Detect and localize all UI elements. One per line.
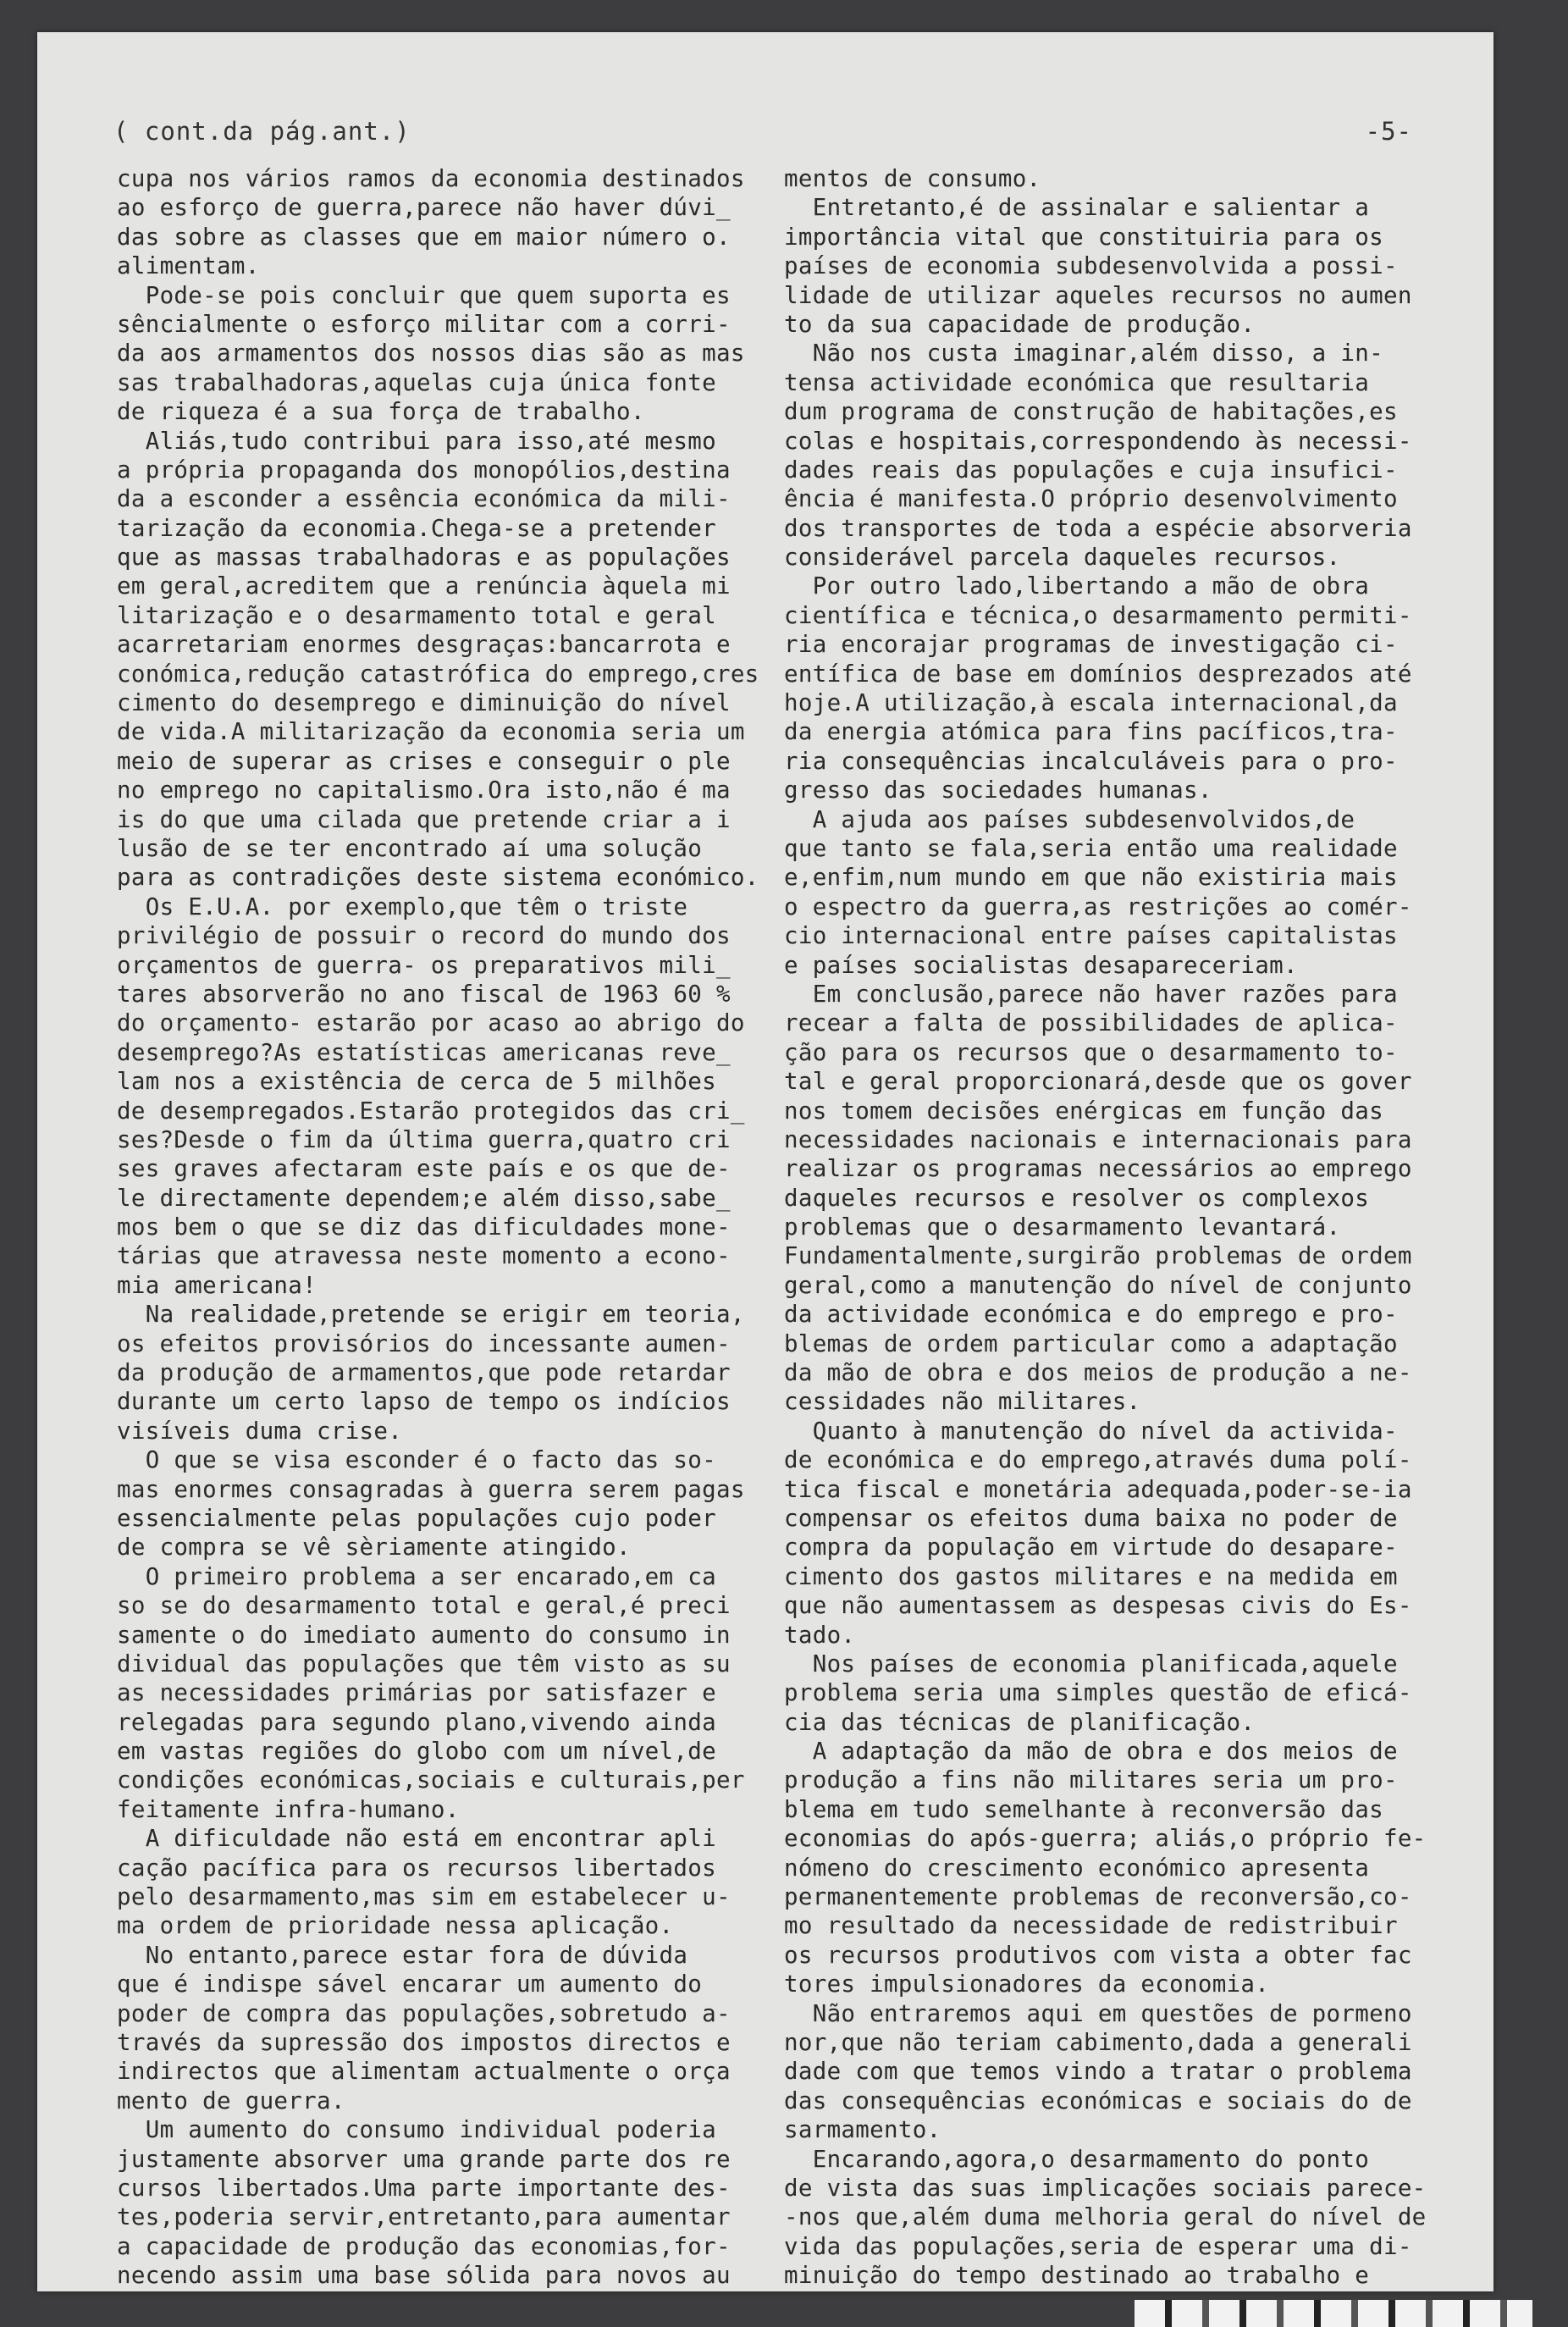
text-line: de compra se vê sèriamente atingido.: [117, 1534, 631, 1561]
text-line: considerável parcela daqueles recursos.: [784, 544, 1341, 572]
scan-calibration-strip: [1135, 2300, 1532, 2327]
text-line: Os E.U.A. por exemplo,que têm o triste: [117, 893, 688, 920]
text-line: A ajuda aos países subdesenvolvidos,de: [784, 805, 1355, 833]
text-line: problemas que o desarmamento levantará.: [784, 1213, 1341, 1241]
text-line: durante um certo lapso de tempo os indícios: [117, 1388, 731, 1416]
text-line: essencialmente pelas populações cujo poder: [117, 1504, 716, 1532]
text-line: poder de compra das populações,sobretudo a-: [117, 1999, 731, 2027]
text-line: ria consequências incalculáveis para o pro-: [784, 747, 1398, 775]
text-line: nos tomem decisões enérgicas em função das: [784, 1097, 1383, 1125]
text-line: gresso das sociedades humanas.: [784, 777, 1212, 804]
text-line: mos bem o que se diz das dificuldades mone-: [117, 1213, 731, 1241]
text-line: de riqueza é a sua força de trabalho.: [117, 398, 645, 426]
text-line: privilégio de possuir o record do mundo dos: [117, 922, 731, 950]
text-line: minuição do tempo destinado ao trabalho e: [784, 2262, 1370, 2290]
text-line: blemas de ordem particular como a adaptação: [784, 1329, 1398, 1357]
text-line: Não entraremos aqui em questões de pormeno: [784, 1999, 1412, 2027]
text-line: alimentam.: [117, 252, 260, 280]
text-line: visíveis duma crise.: [117, 1417, 403, 1445]
text-line: geral,como a manutenção do nível de conjunto: [784, 1271, 1412, 1299]
text-line: Um aumento do consumo individual poderia: [117, 2116, 716, 2144]
text-line: daqueles recursos e resolver os complexos: [784, 1184, 1370, 1212]
text-line: que as massas trabalhadoras e as populações: [117, 544, 731, 572]
text-line: A dificuldade não está em encontrar apli: [117, 1825, 716, 1853]
text-line: que tanto se fala,seria então uma realidade: [784, 834, 1398, 862]
text-line: e países socialistas desapareceriam.: [784, 951, 1298, 979]
text-line: vida das populações,seria de esperar uma di-: [784, 2232, 1412, 2260]
text-line: ma ordem de prioridade nessa aplicação.: [117, 1912, 674, 1940]
text-line: A adaptação da mão de obra e dos meios de: [784, 1738, 1398, 1766]
text-line: ção para os recursos que o desarmamento to-: [784, 1038, 1398, 1066]
text-line: Pode-se pois concluir que quem suporta es: [117, 281, 731, 309]
text-line: Não nos custa imaginar,além disso, a in-: [784, 340, 1383, 368]
text-line: tica fiscal e monetária adequada,poder-se-ia: [784, 1475, 1412, 1503]
text-line: do orçamento- estarão por acaso ao abrigo do: [117, 1009, 745, 1037]
text-line: O primeiro problema a ser encarado,em ca: [117, 1562, 716, 1590]
text-line: desemprego?As estatísticas americanas reve_: [117, 1038, 731, 1066]
text-line: cupa nos vários ramos da economia destinados: [117, 165, 745, 192]
text-line: Por outro lado,libertando a mão de obra: [784, 572, 1370, 600]
text-line: acarretariam enormes desgraças:bancarrota e: [117, 631, 731, 659]
text-line: da a esconder a essência económica da mili-: [117, 485, 731, 513]
text-line: nómeno do crescimento económico apresenta: [784, 1854, 1370, 1882]
text-line: condições económicas,sociais e culturais,per: [117, 1766, 745, 1794]
text-line: problema seria uma simples questão de eficá-: [784, 1679, 1412, 1707]
text-line: recear a falta de possibilidades de aplica-: [784, 1009, 1398, 1037]
text-line: ria encorajar programas de investigação ci-: [784, 631, 1398, 659]
text-line: sêncialmente o esforço militar com a corri-: [117, 310, 731, 338]
text-line: colas e hospitais,correspondendo às necessi-: [784, 427, 1412, 455]
text-line: través da supressão dos impostos directos e: [117, 2029, 731, 2056]
text-line: lam nos a existência de cerca de 5 milhões: [117, 1068, 716, 1096]
text-line: da energia atómica para fins pacíficos,tra-: [784, 718, 1398, 746]
text-line: No entanto,parece estar fora de dúvida: [117, 1941, 688, 1969]
text-column-right: [784, 164, 1471, 2291]
text-line: mento de guerra.: [117, 2087, 345, 2114]
text-line: le directamente dependem;e além disso,sabe_: [117, 1184, 731, 1212]
text-line: permanentemente problemas de reconversão,co-: [784, 1883, 1412, 1911]
text-line: de económica e do emprego,através duma polí-: [784, 1446, 1412, 1474]
text-column-left: [117, 164, 794, 2291]
text-line: realizar os programas necessários ao emprego: [784, 1155, 1412, 1183]
text-line: -nos que,além duma melhoria geral do nível de: [784, 2203, 1427, 2231]
text-line: no emprego no capitalismo.Ora isto,não é ma: [117, 777, 731, 804]
text-line: a capacidade de produção das economias,for-: [117, 2232, 731, 2260]
text-line: da actividade económica e do emprego e pro-: [784, 1301, 1398, 1329]
text-line: mo resultado da necessidade de redistribuir: [784, 1912, 1398, 1940]
text-line: as necessidades primárias por satisfazer e: [117, 1679, 716, 1707]
text-line: cimento dos gastos militares e na medida em: [784, 1562, 1398, 1590]
text-line: mentos de consumo.: [784, 165, 1041, 192]
text-line: a própria propaganda dos monopólios,destina: [117, 456, 731, 484]
text-line: e,enfim,num mundo em que não existiria mais: [784, 864, 1398, 892]
text-line: tares absorverão no ano fiscal de 1963 60 %: [117, 980, 731, 1008]
text-line: dum programa de construção de habitações,es: [784, 398, 1398, 426]
text-line: os recursos produtivos com vista a obter fac: [784, 1941, 1412, 1969]
text-line: ao esforço de guerra,parece não haver dúvi_: [117, 194, 731, 222]
text-line: feitamente infra-humano.: [117, 1795, 460, 1823]
text-line: samente o do imediato aumento do consumo in: [117, 1621, 731, 1649]
text-line: dade com que temos vindo a tratar o problema: [784, 2058, 1412, 2086]
text-line: necendo assim uma base sólida para novos au: [117, 2262, 731, 2290]
text-line: tores impulsionadores da economia.: [784, 1970, 1270, 1998]
text-line: mia americana!: [117, 1271, 317, 1299]
text-line: ses?Desde o fim da última guerra,quatro cri: [117, 1125, 731, 1153]
text-line: entífica de base em domínios desprezados até: [784, 660, 1412, 688]
text-line: de vida.A militarização da economia seria um: [117, 718, 745, 746]
text-line: cia das técnicas de planificação.: [784, 1708, 1256, 1736]
text-line: cio internacional entre países capitalistas: [784, 922, 1398, 950]
text-line: sas trabalhadoras,aquelas cuja única fonte: [117, 368, 716, 396]
text-line: pelo desarmamento,mas sim em estabelecer u-: [117, 1883, 731, 1911]
text-line: dades reais das populações e cuja insufici-: [784, 456, 1398, 484]
text-line: so se do desarmamento total e geral,é preci: [117, 1592, 731, 1620]
text-line: tensa actividade económica que resultaria: [784, 368, 1370, 396]
text-line: de desempregados.Estarão protegidos das cri_: [117, 1097, 745, 1125]
text-line: da produção de armamentos,que pode retardar: [117, 1359, 731, 1387]
text-line: sarmamento.: [784, 2116, 941, 2144]
continuation-note: ( cont.da pág.ant.): [113, 117, 411, 146]
text-line: lidade de utilizar aqueles recursos no aumen: [784, 281, 1412, 309]
text-line: compra da população em virtude do desapare-: [784, 1534, 1398, 1561]
text-line: to da sua capacidade de produção.: [784, 310, 1256, 338]
text-line: tal e geral proporcionará,desde que os gover: [784, 1068, 1412, 1096]
text-line: compensar os efeitos duma baixa no poder de: [784, 1504, 1398, 1532]
text-line: mas enormes consagradas à guerra serem pagas: [117, 1475, 745, 1503]
text-line: Nos países de economia planificada,aquele: [784, 1650, 1398, 1678]
text-line: orçamentos de guerra- os preparativos mili_: [117, 951, 731, 979]
text-line: Fundamentalmente,surgirão problemas de ordem: [784, 1242, 1412, 1270]
text-line: para as contradições deste sistema económico.: [117, 864, 759, 892]
text-line: os efeitos provisórios do incessante aumen-: [117, 1329, 731, 1357]
text-line: das sobre as classes que em maior número o.: [117, 223, 731, 251]
text-line: países de economia subdesenvolvida a possi-: [784, 252, 1398, 280]
text-line: necessidades nacionais e internacionais para: [784, 1125, 1412, 1153]
page-number: -5-: [1365, 117, 1412, 146]
text-line: economias do após-guerra; aliás,o próprio fe-: [784, 1825, 1427, 1853]
text-line: meio de superar as crises e conseguir o ple: [117, 747, 731, 775]
text-line: Aliás,tudo contribui para isso,até mesmo: [117, 427, 716, 455]
text-line: dos transportes de toda a espécie absorveria: [784, 514, 1412, 542]
text-line: hoje.A utilização,à escala internacional,da: [784, 689, 1398, 717]
text-line: que é indispe sável encarar um aumento do: [117, 1970, 703, 1998]
text-line: tado.: [784, 1621, 856, 1649]
text-line: cessidades não militares.: [784, 1388, 1141, 1416]
text-line: cursos libertados.Uma parte importante des-: [117, 2174, 731, 2202]
text-line: nor,que não teriam cabimento,dada a generali: [784, 2029, 1412, 2056]
text-line: tarização da economia.Chega-se a pretender: [117, 514, 716, 542]
text-line: O que se visa esconder é o facto das so-: [117, 1446, 716, 1474]
text-line: o espectro da guerra,as restrições ao comér-: [784, 893, 1412, 920]
text-line: que não aumentassem as despesas civis do Es-: [784, 1592, 1412, 1620]
text-line: conómica,redução catastrófica do emprego,cres: [117, 660, 759, 688]
text-line: is do que uma cilada que pretende criar a i: [117, 805, 731, 833]
text-line: produção a fins não militares seria um pro-: [784, 1766, 1398, 1794]
text-line: das consequências económicas e sociais do de: [784, 2087, 1412, 2114]
text-line: científica e técnica,o desarmamento permiti-: [784, 601, 1412, 629]
text-line: litarização e o desarmamento total e geral: [117, 601, 716, 629]
text-line: Em conclusão,parece não haver razões para: [784, 980, 1398, 1008]
text-line: tárias que atravessa neste momento a econo-: [117, 1242, 731, 1270]
text-line: cimento do desemprego e diminuição do nível: [117, 689, 731, 717]
text-line: de vista das suas implicações sociais parece-: [784, 2174, 1427, 2202]
text-line: justamente absorver uma grande parte dos re: [117, 2145, 731, 2173]
text-line: ses graves afectaram este país e os que de-: [117, 1155, 731, 1183]
text-line: blema em tudo semelhante à reconversão das: [784, 1795, 1383, 1823]
text-line: Na realidade,pretende se erigir em teoria,: [117, 1301, 745, 1329]
text-line: da mão de obra e dos meios de produção a ne-: [784, 1359, 1412, 1387]
text-line: Quanto à manutenção do nível da activida-: [784, 1417, 1398, 1445]
text-line: em vastas regiões do globo com um nível,de: [117, 1738, 716, 1766]
text-line: relegadas para segundo plano,vivendo ainda: [117, 1708, 716, 1736]
text-line: ência é manifesta.O próprio desenvolvimento: [784, 485, 1398, 513]
text-line: da aos armamentos dos nossos dias são as mas: [117, 340, 745, 368]
text-line: tes,poderia servir,entretanto,para aumentar: [117, 2203, 731, 2231]
text-line: em geral,acreditem que a renúncia àquela mi: [117, 572, 731, 600]
text-line: indirectos que alimentam actualmente o orça: [117, 2058, 731, 2086]
text-line: Encarando,agora,o desarmamento do ponto: [784, 2145, 1370, 2173]
text-line: lusão de se ter encontrado aí uma solução: [117, 834, 703, 862]
document-page: [37, 32, 1493, 2291]
text-line: cação pacífica para os recursos libertados: [117, 1854, 716, 1882]
text-line: importância vital que constituiria para os: [784, 223, 1383, 251]
text-line: Entretanto,é de assinalar e salientar a: [784, 194, 1370, 222]
text-line: dividual das populações que têm visto as su: [117, 1650, 731, 1678]
